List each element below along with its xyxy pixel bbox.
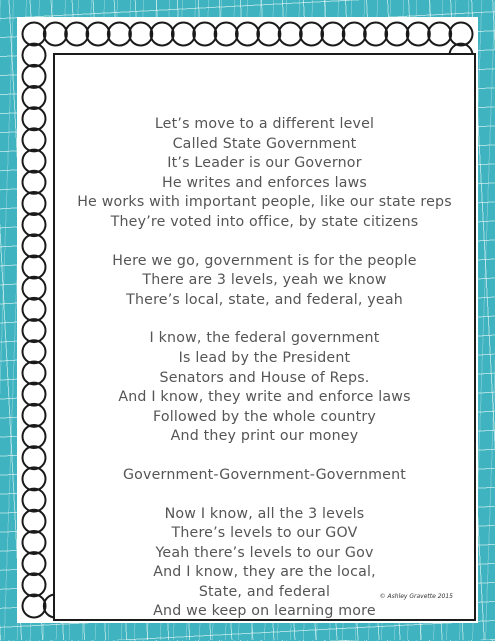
poem-stanza [55, 329, 474, 447]
poem-line: Senators and House of Reps. [159, 369, 370, 386]
poem-line: Called State Government [172, 135, 357, 152]
poem-line: Here we go, government is for the people [112, 252, 417, 269]
page-frame [17, 17, 478, 623]
poem-line: There are 3 levels, yeah we know [142, 272, 387, 289]
poem-line: And I know, they write and enforce laws [118, 389, 411, 406]
poem-line: There’s local, state, and federal, yeah [126, 291, 403, 308]
poem-line: State, and federal [198, 583, 331, 600]
poem-line: He works with important people, like our state reps [77, 194, 452, 211]
poem-stanza [55, 466, 474, 486]
poem-line: Now I know, all the 3 levels [164, 505, 365, 522]
poem-stanza [55, 252, 474, 311]
poem-line: It’s Leader is our Governor [167, 155, 362, 172]
poem-line: Yeah there’s levels to our Gov [155, 544, 374, 561]
poem-stanza [55, 505, 474, 623]
poem-line: And I know, they are the local, [153, 564, 376, 581]
poem-stanza [55, 115, 474, 233]
poem-line: Is lead by the President [178, 349, 351, 366]
poem-line: There’s levels to our GOV [171, 525, 358, 542]
poem-line: I know, the federal government [149, 330, 380, 347]
poem-line: Let’s move to a different level [154, 116, 375, 132]
copyright-notice: © Ashley Gravette 2015 [379, 593, 453, 600]
poem-line: Government-Government-Government [122, 466, 407, 483]
poem-line: They’re voted into office, by state citizens [110, 213, 419, 230]
poem-line: And they print our money [170, 428, 359, 445]
poem-line: He writes and enforces laws [161, 174, 368, 191]
poem-line: And we keep on learning more [153, 603, 376, 620]
poem-box [53, 53, 476, 621]
poem-text [55, 115, 474, 641]
poem-line: Followed by the whole country [153, 408, 376, 425]
